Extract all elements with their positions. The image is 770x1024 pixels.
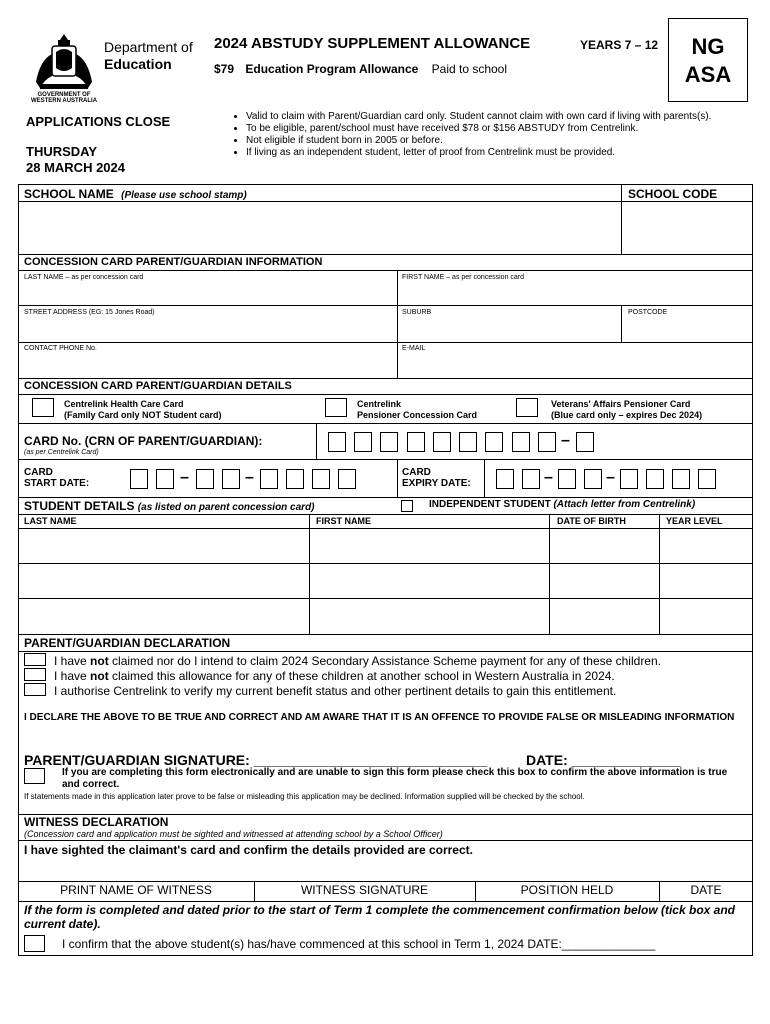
date-separator: – xyxy=(544,469,553,486)
col-first-name: FIRST NAME xyxy=(316,516,371,526)
wa-crest-logo xyxy=(30,32,98,94)
col-witness-signature: WITNESS SIGNATURE xyxy=(300,883,429,897)
school-code-field[interactable] xyxy=(622,202,752,253)
declaration-heading: PARENT/GUARDIAN DECLARATION xyxy=(24,636,231,650)
rule-item: • If living as an independent student, letter of proof from Centrelink must be provided. xyxy=(246,147,732,159)
crn-digit-box[interactable] xyxy=(328,432,346,452)
expiry-date-digit-box[interactable] xyxy=(496,469,514,489)
applications-close-label: APPLICATIONS CLOSE xyxy=(26,114,171,129)
col-last-name: LAST NAME xyxy=(24,516,77,526)
expiry-date-digit-box[interactable] xyxy=(584,469,602,489)
card-expiry-label-2: EXPIRY DATE: xyxy=(402,478,471,489)
electronic-confirm-note: If you are completing this form electronically and are unable to sign this form please check this box to confirm the above information is true and correct. xyxy=(62,767,728,790)
pensioner-concession-checkbox[interactable] xyxy=(325,398,347,417)
declaration-item-2: I have not claimed this allowance for any of these children at another school in Western Australia in 2024. xyxy=(54,669,615,683)
declaration-checkbox-3[interactable] xyxy=(24,683,46,696)
crn-digit-box[interactable] xyxy=(538,432,556,452)
crest-caption-2: WESTERN AUSTRALIA xyxy=(30,98,98,104)
expiry-date-digit-box[interactable] xyxy=(646,469,664,489)
col-print-name-witness: PRINT NAME OF WITNESS xyxy=(60,883,212,897)
rule-item: • To be eligible, parent/school must have received $78 or $156 ABSTUDY from Centrelink. xyxy=(246,123,732,135)
crn-digit-box[interactable] xyxy=(459,432,477,452)
crn-digit-box[interactable] xyxy=(354,432,372,452)
electronic-confirm-checkbox[interactable] xyxy=(24,768,45,784)
guardian-first-name-field[interactable] xyxy=(399,282,751,306)
declaration-date-line[interactable]: DATE: ______________ xyxy=(526,752,681,768)
date-separator: – xyxy=(180,469,189,486)
fine-print: If statements made in this application later prove to be false or misleading this application may be declined. Information supplied will be checked by the school. xyxy=(24,792,585,801)
closing-date: 28 MARCH 2024 xyxy=(26,160,125,175)
guardian-last-name-field[interactable] xyxy=(20,282,395,306)
form-code-box xyxy=(668,18,748,102)
student-details-heading: STUDENT DETAILS xyxy=(24,499,135,513)
postcode-label: POSTCODE xyxy=(628,309,668,316)
start-date-digit-box[interactable] xyxy=(156,469,174,489)
veterans-affairs-checkbox[interactable] xyxy=(516,398,538,417)
crn-separator: – xyxy=(561,432,570,449)
declaration-item-3: I authorise Centrelink to verify my current benefit status and other pertinent details to gain this entitlement. xyxy=(54,684,617,698)
rule-item: • Not eligible if student born in 2005 or before. xyxy=(246,135,732,147)
health-care-card-checkbox[interactable] xyxy=(32,398,54,417)
paid-to: Paid to school xyxy=(431,62,508,76)
start-date-digit-box[interactable] xyxy=(260,469,278,489)
declaration-item-1: I have not claimed nor do I intend to claim 2024 Secondary Assistance Scheme payment for any of these children. xyxy=(54,654,661,668)
card-start-label-1: CARD xyxy=(24,467,53,478)
allowance-name: Education Program Allowance xyxy=(245,62,419,76)
pensioner-concession-label-2: Pensioner Concession Card xyxy=(357,410,478,420)
expiry-date-digit-box[interactable] xyxy=(698,469,716,489)
crn-digit-box[interactable] xyxy=(380,432,398,452)
card-number-label: CARD No. (CRN OF PARENT/GUARDIAN): xyxy=(24,434,263,448)
col-position-held: POSITION HELD xyxy=(520,883,614,897)
contact-phone-field[interactable] xyxy=(20,354,395,376)
department-line-1: Department of xyxy=(104,39,193,55)
guardian-signature-line[interactable]: PARENT/GUARDIAN SIGNATURE: ______________________________ xyxy=(24,752,488,768)
school-name-label: SCHOOL NAME xyxy=(24,187,114,201)
department-line-2: Education xyxy=(104,56,172,72)
expiry-date-digit-box[interactable] xyxy=(620,469,638,489)
commencement-checkbox[interactable] xyxy=(24,935,45,952)
col-year-level: YEAR LEVEL xyxy=(666,516,723,526)
guardian-info-heading: CONCESSION CARD PARENT/GUARDIAN INFORMATION xyxy=(24,256,323,268)
health-care-card-hint: (Family Card only NOT Student card) xyxy=(64,410,222,420)
last-name-label: LAST NAME – as per concession card xyxy=(24,274,144,281)
pensioner-concession-label: Centrelink xyxy=(357,399,402,409)
start-date-digit-box[interactable] xyxy=(222,469,240,489)
independent-student-label: INDEPENDENT STUDENT xyxy=(429,499,551,510)
email-field[interactable] xyxy=(399,354,751,376)
card-details-heading: CONCESSION CARD PARENT/GUARDIAN DETAILS xyxy=(24,380,292,392)
school-name-hint: (Please use school stamp) xyxy=(121,190,247,201)
crn-digit-box[interactable] xyxy=(407,432,425,452)
street-address-label: STREET ADDRESS (EG: 15 Jones Road) xyxy=(24,309,155,316)
declaration-statement: I DECLARE THE ABOVE TO BE TRUE AND CORRECT AND AM AWARE THAT IT IS AN OFFENCE TO PROVIDE FALSE OR MISLEADING INFORMATION xyxy=(24,712,735,723)
declaration-checkbox-1[interactable] xyxy=(24,653,46,666)
start-date-digit-box[interactable] xyxy=(196,469,214,489)
col-date-of-birth: DATE OF BIRTH xyxy=(557,516,626,526)
closing-day: THURSDAY xyxy=(26,144,98,159)
student-row-3[interactable] xyxy=(19,599,752,633)
col-witness-date: DATE xyxy=(690,883,722,897)
witness-statement: I have sighted the claimant's card and confirm the details provided are correct. xyxy=(24,843,473,857)
contact-phone-label: CONTACT PHONE No. xyxy=(24,345,97,352)
student-row-1[interactable] xyxy=(19,529,752,563)
start-date-digit-box[interactable] xyxy=(130,469,148,489)
witness-hint: (Concession card and application must be sighted and witnessed at attending school by a School Officer) xyxy=(24,829,443,839)
health-care-card-label: Centrelink Health Care Card xyxy=(64,399,184,409)
school-name-field[interactable] xyxy=(19,202,620,253)
student-details-hint: (as listed on parent concession card) xyxy=(137,502,315,513)
date-separator: – xyxy=(606,469,615,486)
start-date-digit-box[interactable] xyxy=(338,469,356,489)
postcode-field[interactable] xyxy=(623,318,751,340)
independent-student-checkbox[interactable] xyxy=(401,500,413,512)
suburb-field[interactable] xyxy=(399,318,619,340)
declaration-checkbox-2[interactable] xyxy=(24,668,46,681)
years-label: YEARS 7 – 12 xyxy=(580,38,659,52)
date-separator: – xyxy=(245,469,254,486)
veterans-affairs-hint: (Blue card only – expires Dec 2024) xyxy=(551,410,703,420)
expiry-date-digit-box[interactable] xyxy=(522,469,540,489)
student-row-2[interactable] xyxy=(19,564,752,598)
expiry-date-digit-box[interactable] xyxy=(558,469,576,489)
independent-student-hint: (Attach letter from Centrelink) xyxy=(553,499,696,510)
commencement-note: If the form is completed and dated prior to the start of Term 1 complete the commencement confirmation below (tick box and current date). xyxy=(24,903,735,931)
form-code-line-2: ASA xyxy=(684,62,732,87)
commencement-confirmation: I confirm that the above student(s) has/have commenced at this school in Term 1, 2024 DATE:______________ xyxy=(62,937,656,951)
crn-letter-box[interactable] xyxy=(576,432,594,452)
email-label: E-MAIL xyxy=(402,345,426,352)
crest-caption-1: GOVERNMENT OF xyxy=(37,92,91,98)
expiry-date-digit-box[interactable] xyxy=(672,469,690,489)
crn-digit-box[interactable] xyxy=(433,432,451,452)
suburb-label: SUBURB xyxy=(402,309,432,316)
card-expiry-label-1: CARD xyxy=(402,467,431,478)
rule-item: • Valid to claim with Parent/Guardian card only. Student cannot claim with own card if living with parents(s). xyxy=(246,111,732,123)
card-start-label-2: START DATE: xyxy=(24,478,90,489)
start-date-digit-box[interactable] xyxy=(286,469,304,489)
school-code-label: SCHOOL CODE xyxy=(628,187,718,201)
amount: $79 xyxy=(214,62,235,76)
crn-digit-box[interactable] xyxy=(485,432,503,452)
form-code-line-1: NG xyxy=(691,34,725,59)
start-date-digit-box[interactable] xyxy=(312,469,330,489)
crn-digit-box[interactable] xyxy=(512,432,530,452)
first-name-label: FIRST NAME – as per concession card xyxy=(402,274,525,281)
street-address-field[interactable] xyxy=(20,318,395,340)
form-title: 2024 ABSTUDY SUPPLEMENT ALLOWANCE xyxy=(214,35,531,52)
veterans-affairs-label: Veterans' Affairs Pensioner Card xyxy=(551,399,691,409)
witness-heading: WITNESS DECLARATION xyxy=(24,815,169,829)
card-number-hint: (as per Centrelink Card) xyxy=(24,449,99,456)
eligibility-rules xyxy=(232,111,732,159)
